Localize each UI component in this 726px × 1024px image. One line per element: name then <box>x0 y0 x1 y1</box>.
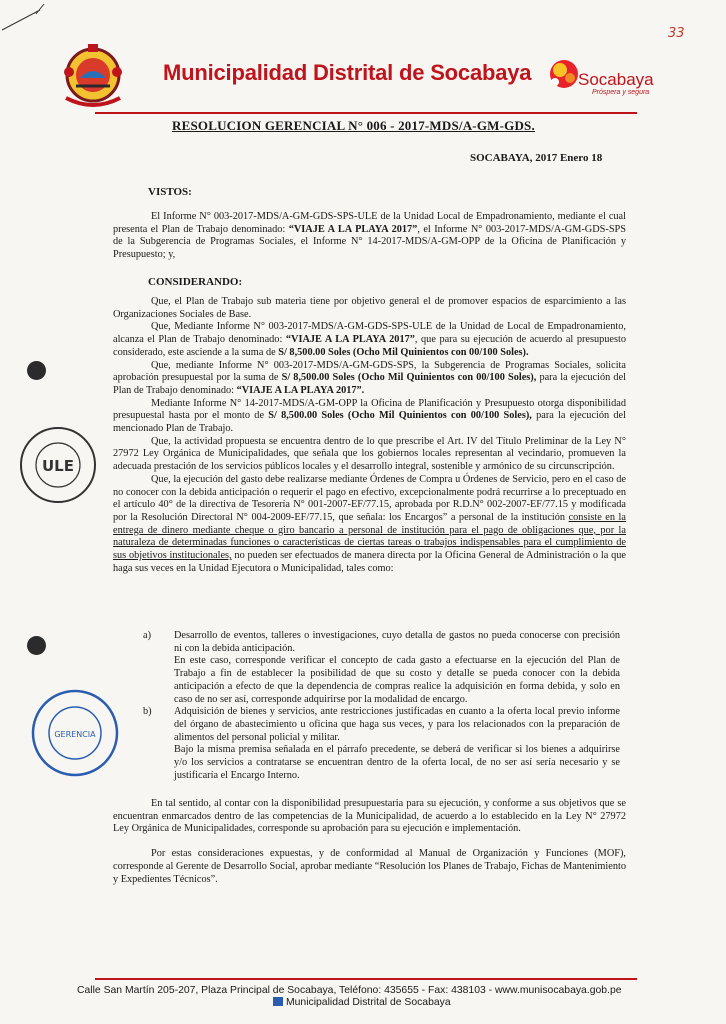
vistos-paragraph <box>113 211 626 262</box>
logo-wordmark: Socabaya <box>578 70 654 89</box>
text-run: “VIAJE A LA PLAYA 2017”. <box>236 384 365 396</box>
list-marker: a) <box>143 630 151 641</box>
punch-hole <box>27 636 46 655</box>
text-run: para la ejecución del mencionado Plan de Trabajo. <box>113 410 626 435</box>
considerando-paragraph <box>113 321 626 359</box>
header-divider <box>95 112 637 114</box>
text-run: S/ 8,500.00 Soles (Ocho Mil Quinientos con 00/100 Soles), <box>268 410 532 422</box>
text-run: Que, la actividad propuesta se encuentra dentro de lo que prescribe el Art. IV del Título Preliminar de la Ley N° 27972 Ley Orgánica de Municipalidades, que señala que los gobiernos locales representan al vecindario, promueven la adecuada prestación de los servicios públicos locales y el desarrollo integral, sostenible y armónico de su circunscripción. <box>113 435 626 473</box>
considerando-paragraph <box>113 398 626 436</box>
text-run: Que, el Plan de Trabajo sub materia tiene por objetivo general el de promover espacios de esparcimiento a las Organizaciones Sociales de Base. <box>113 296 626 320</box>
municipality-title: Municipalidad Distrital de Socabaya <box>163 60 532 85</box>
flag-icon <box>273 997 283 1006</box>
text-run: El Informe N° 003-2017-MDS/A-GM-GDS-SPS-ULE de la Unidad Local de Empadronamiento, mediante el cual presenta el Plan de Trabajo denominado: <box>113 211 626 235</box>
text-run: consiste en la entrega de dinero mediante cheque o giro bancario a personal de institución para el pago de obligaciones que, por la naturaleza de determinadas funciones o características de ciertas tareas o trabajos indispensables para el cumplimiento de sus objetivos institucionales, <box>113 511 626 562</box>
municipal-crest-icon <box>60 42 126 108</box>
considerando-body <box>113 296 626 575</box>
ule-stamp-icon <box>18 425 98 505</box>
text-run: Que, Mediante Informe N° 003-2017-MDS/A-GM-GDS-SPS-ULE de la Unidad de Local de Empadronamiento, alcanza el Plan de Trabajo denominado: <box>113 321 626 346</box>
closing-body <box>113 798 626 886</box>
list-marker: b) <box>143 706 152 718</box>
list-item-text: Adquisición de bienes y servicios, ante restricciones justificadas en cuanto a la oferta local previo informe del órgano de abastecimiento u oficina que haga sus veces, y para los relacionados con la preparación de alimentos del personal policial y militar. <box>174 706 620 743</box>
text-run: Que, mediante Informe N° 003-2017-MDS/A-GM-GDS-SPS, la Subgerencia de Programas Sociales, solicita aprobación presupuestal por la suma de <box>113 359 626 384</box>
text-run: S/ 8,500.00 Soles (Ocho Mil Quinientos con 00/100 Soles). <box>278 346 529 358</box>
list-item-text: Desarrollo de eventos, talleres o investigaciones, cuyo detalla de gastos no pueda conocerse con precisión ni con la debida anticipación. <box>174 630 620 654</box>
conditions-list <box>143 630 620 782</box>
vistos-text <box>113 211 626 262</box>
list-item <box>143 630 620 706</box>
page-number: 33 <box>668 26 685 41</box>
considerando-heading: CONSIDERANDO: <box>148 276 243 288</box>
considerando-paragraph <box>113 296 626 321</box>
text-run: , el Informe N° 003-2017-MDS/A-GM-GDS-SPS de la Subgerencia de Programas Sociales, el Informe N° 14-2017-MDS/A-GM-OPP de la Oficina de Planificación y Presupuesto; y, <box>113 223 626 261</box>
letterhead <box>0 38 726 116</box>
considerando-paragraph <box>113 360 626 398</box>
logo-tagline: Próspera y segura <box>592 89 650 96</box>
text-run: “VIAJE A LA PLAYA 2017” <box>285 334 415 346</box>
pen-mark <box>0 0 60 40</box>
text-run: “VIAJE A LA PLAYA 2017” <box>288 223 418 235</box>
closing-paragraph: En tal sentido, al contar con la disponibilidad presupuestaria para su ejecución, y conforme a sus objetivos que se encuentran enmarcados dentro de las competencias de la Municipalidad, de acuerdo a lo establecido en la Ley N° 27972 Ley Orgánica de Municipalidades, corresponde su aprobación para su ejecución e implementación. <box>113 798 626 835</box>
footer-name-line <box>273 997 451 1008</box>
date-line: SOCABAYA, 2017 Enero 18 <box>470 152 603 164</box>
blue-stamp-icon <box>30 688 120 778</box>
text-run: , que para su ejecución de acuerdo al presupuesto considerado, este asciende a la suma de <box>113 334 627 358</box>
vistos-heading: VISTOS: <box>148 186 192 198</box>
punch-hole <box>27 361 46 380</box>
blue-stamp-center: GERENCIA <box>54 730 96 739</box>
list-item-note: En este caso, corresponde verificar el concepto de cada gasto a efectuarse en la ejecución del Plan de Trabajo a fin de establecer la posibilidad de que su costo y detalle se pueda conocer con la debida anticipación a efecto de que la dependencia de compras realice la adquisición en forma debida, y solo en caso de no ser así, corresponde adquirirse por la modalidad de encargo. <box>174 655 620 705</box>
footer-name: Municipalidad Distrital de Socabaya <box>286 997 451 1008</box>
considerando-paragraph <box>113 474 626 576</box>
text-run: Que, la ejecución del gasto debe realizarse mediante Órdenes de Compra u Órdenes de Servicio, pero en el caso de no conocer con la debida anticipación o requerir el pago en efectivo, excepcionalmente podrá recurrirse a lo preceptuado en el artículo 40° de la directiva de Tesorería N° 001-2007-EF/77.15, aprobada por R.D.N° 002-2007-EF/77.15 y modificada por la Resolución Directoral N° 004-2009-EF/77.15, que señala: los Encargos” a personal de la institución <box>113 473 626 523</box>
text-run: no pueden ser efectuados de manera directa por la Oficina General de Administración o la que haga sus veces en la Unidad Ejecutora o Municipalidad, tales como: <box>113 550 626 574</box>
text-run: para la ejecución del Plan de Trabajo denominado: <box>113 372 626 396</box>
closing-paragraph: Por estas consideraciones expuestas, y de conformidad al Manual de Organización y Funciones (MOF), corresponde al Gerente de Desarrollo Social, aprobar mediante “Resolución los Planes de Trabajo, Fichas de Mantenimiento y Expedientes Técnicos”. <box>113 848 626 885</box>
list-item <box>143 706 620 782</box>
text-run: S/ 8,500.00 Soles (Ocho Mil Quinientos con 00/100 Soles), <box>281 372 537 384</box>
ule-stamp-center: ULE <box>42 457 74 475</box>
list-item-note: Bajo la misma premisa señalada en el párrafo precedente, se deberá de verificar si los bienes a adquirirse y/o los servicios a contratarse se encuentran dentro de la oferta local, de no ser así sería necesario y se justificaría el Encargo Interno. <box>174 744 620 781</box>
footer-address: Calle San Martín 205-207, Plaza Principal de Socabaya, Teléfono: 435655 - Fax: 438103 - www.munisocabaya.gob.pe <box>77 985 622 996</box>
resolution-title: RESOLUCION GERENCIAL N° 006 - 2017-MDS/A-GM-GDS. <box>172 118 535 133</box>
footer-divider <box>95 978 637 980</box>
text-run: Mediante Informe N° 14-2017-MDS/A-GM-OPP la Oficina de Planificación y Presupuesto otorga disponibilidad presupuestal hasta por el monto de <box>113 397 626 422</box>
considerando-paragraph <box>113 436 626 474</box>
